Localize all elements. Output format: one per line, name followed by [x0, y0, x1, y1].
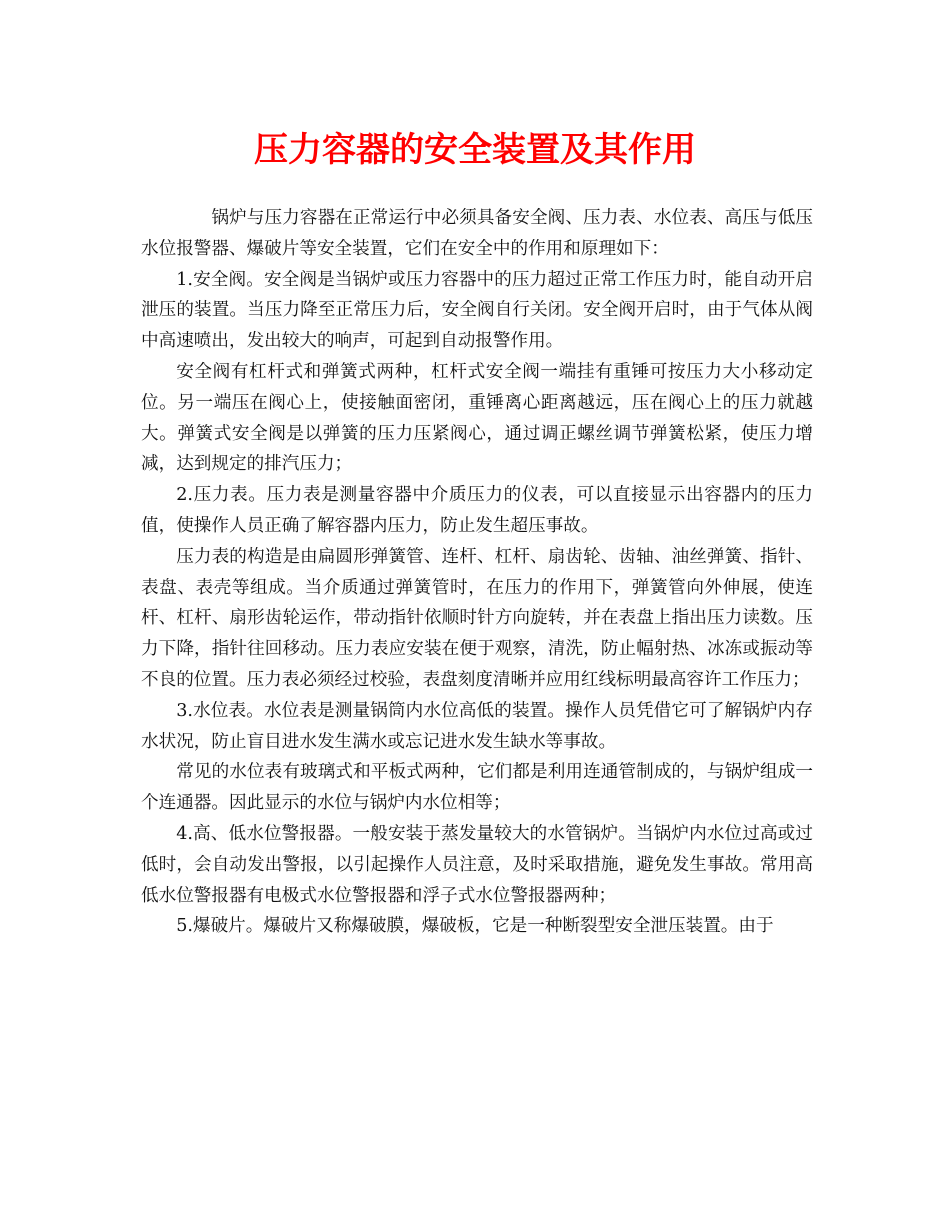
- paragraph-intro: 锅炉与压力容器在正常运行中必须具备安全阀、压力表、水位表、高压与低压水位报警器、爆破片等安全装置，它们在安全中的作用和原理如下：: [141, 208, 813, 259]
- paragraph-safety-valve: 1.安全阀。安全阀是当锅炉或压力容器中的压力超过正常工作压力时，能自动开启泄压的装置。当压力降至正常压力后，安全阀自行关闭。安全阀开启时，由于气体从阀中高速喷出，发出较大的响声，可起到自动报警作用。: [141, 269, 813, 352]
- paragraph-safety-valve-types: 安全阀有杠杆式和弹簧式两种，杠杆式安全阀一端挂有重锤可按压力大小移动定位。另一端压在阀心上，使接触面密闭，重锤离心距离越远，压在阀心上的压力就越大。弹簧式安全阀是以弹簧的压力压紧阀心，通过调正螺丝调节弹簧松紧，使压力增减，达到规定的排汽压力；: [141, 361, 813, 475]
- paragraph-pressure-gauge-structure: 压力表的构造是由扁圆形弹簧管、连杆、杠杆、扇齿轮、齿轴、油丝弹簧、指针、表盘、表壳等组成。当介质通过弹簧管时，在压力的作用下，弹簧管向外伸展，使连杆、杠杆、扇形齿轮运作，带动指针依顺时针方向旋转，并在表盘上指出压力读数。压力下降，指针往回移动。压力表应安装在便于观察，清洗，防止幅射热、冰冻或振动等不良的位置。压力表必须经过校验，表盘刻度清晰并应用红线标明最高容许工作压力；: [141, 546, 813, 690]
- paragraph-water-level-alarm: 4.高、低水位警报器。一般安装于蒸发量较大的水管锅炉。当锅炉内水位过高或过低时，会自动发出警报，以引起操作人员注意，及时采取措施，避免发生事故。常用高低水位警报器有电极式水位警报器和浮子式水位警报器两种；: [141, 823, 813, 906]
- paragraph-pressure-gauge: 2.压力表。压力表是测量容器中介质压力的仪表，可以直接显示出容器内的压力值，使操作人员正确了解容器内压力，防止发生超压事故。: [141, 485, 813, 536]
- paragraph-water-level-gauge: 3.水位表。水位表是测量锅筒内水位高低的装置。操作人员凭借它可了解锅炉内存水状况，防止盲目进水发生满水或忘记进水发生缺水等事故。: [141, 700, 813, 752]
- paragraph-rupture-disc: 5.爆破片。爆破片又称爆破膜，爆破板，它是一种断裂型安全泄压装置。由于: [176, 916, 774, 937]
- document-title: 压力容器的安全装置及其作用: [254, 130, 696, 170]
- document-body: [141, 203, 813, 942]
- paragraph-water-level-gauge-types: 常见的水位表有玻璃式和平板式两种，它们都是利用连通管制成的，与锅炉组成一个连通器。因此显示的水位与锅炉内水位相等；: [141, 762, 813, 814]
